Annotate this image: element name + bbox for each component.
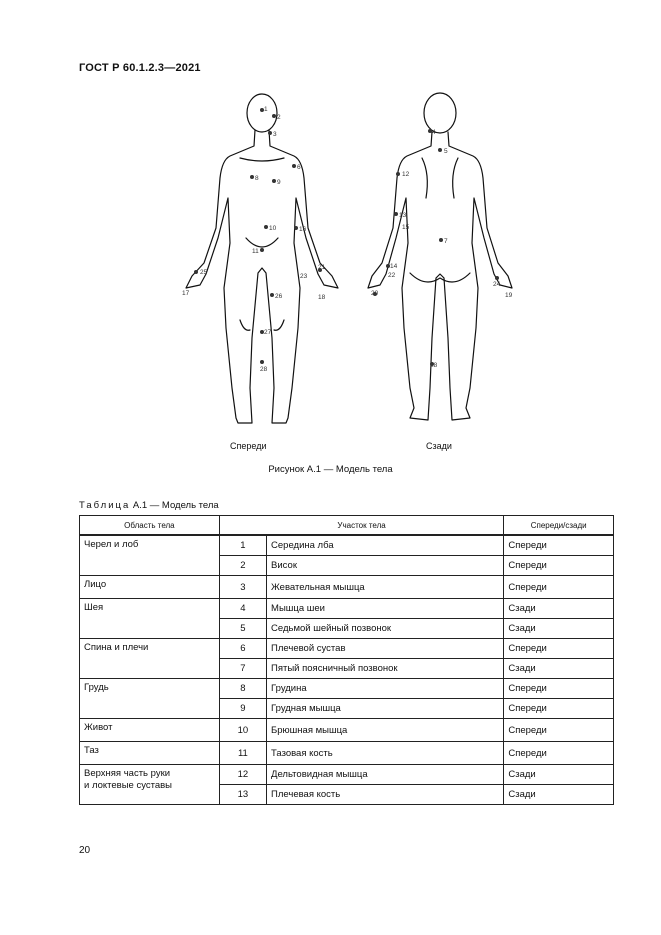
svg-text:20: 20 (371, 290, 379, 297)
svg-text:13: 13 (399, 212, 407, 219)
document-header: ГОСТ Р 60.1.2.3—2021 (79, 62, 201, 74)
cell-side: Спереди (504, 639, 614, 659)
front-view-label: Спереди (230, 441, 267, 451)
svg-text:25: 25 (200, 269, 208, 276)
table-row (80, 639, 614, 659)
cell-num: 9 (219, 699, 266, 719)
cell-num: 3 (219, 576, 266, 599)
svg-text:28: 28 (430, 362, 438, 369)
header-region: Область тела (80, 516, 220, 536)
cell-side: Спереди (504, 719, 614, 742)
table-row (80, 765, 614, 785)
body-model-table (79, 515, 614, 805)
table-row (80, 599, 614, 619)
cell-side: Спереди (504, 742, 614, 765)
point-3 (268, 131, 272, 135)
table-header-row (80, 516, 614, 536)
header-side: Спереди/сзади (504, 516, 614, 536)
point-2 (272, 114, 276, 118)
cell-side: Спереди (504, 535, 614, 556)
cell-side: Спереди (504, 699, 614, 719)
cell-site: Середина лба (267, 535, 504, 556)
cell-site: Мышца шеи (267, 599, 504, 619)
cell-side: Сзади (504, 765, 614, 785)
cell-side: Спереди (504, 576, 614, 599)
svg-text:18: 18 (318, 294, 326, 301)
cell-num: 7 (219, 659, 266, 679)
point-5 (438, 148, 442, 152)
point-26 (270, 293, 274, 297)
svg-text:16: 16 (299, 226, 307, 233)
cell-side: Сзади (504, 659, 614, 679)
cell-region: Живот (80, 719, 220, 742)
cell-side: Сзади (504, 785, 614, 805)
cell-side: Спереди (504, 679, 614, 699)
cell-site: Плечевой сустав (267, 639, 504, 659)
svg-text:9: 9 (277, 179, 281, 186)
svg-text:7: 7 (444, 238, 448, 245)
cell-side: Спереди (504, 556, 614, 576)
svg-text:4: 4 (432, 129, 436, 136)
table-title-rest: А.1 — Модель тела (132, 500, 219, 511)
table-row (80, 576, 614, 599)
svg-text:14: 14 (390, 263, 398, 270)
svg-text:1: 1 (264, 106, 268, 113)
back-view-label: Сзади (426, 441, 452, 451)
svg-text:2: 2 (277, 114, 281, 121)
cell-site: Грудина (267, 679, 504, 699)
cell-num: 10 (219, 719, 266, 742)
point-12 (396, 172, 400, 176)
page-number: 20 (79, 845, 91, 856)
cell-num: 11 (219, 742, 266, 765)
cell-num: 1 (219, 535, 266, 556)
point-labels (182, 106, 513, 373)
table-row (80, 535, 614, 556)
point-28 (260, 360, 264, 364)
cell-region: Лицо (80, 576, 220, 599)
cell-site: Жевательная мышца (267, 576, 504, 599)
cell-site: Тазовая кость (267, 742, 504, 765)
cell-site: Висок (267, 556, 504, 576)
point-7 (439, 238, 443, 242)
cell-side: Сзади (504, 599, 614, 619)
cell-num: 12 (219, 765, 266, 785)
svg-text:5: 5 (444, 148, 448, 155)
svg-text:21: 21 (318, 264, 326, 271)
svg-text:17: 17 (182, 290, 190, 297)
cell-num: 13 (219, 785, 266, 805)
svg-text:10: 10 (269, 225, 277, 232)
cell-site: Пятый поясничный позвонок (267, 659, 504, 679)
cell-site: Дельтовидная мышца (267, 765, 504, 785)
cell-region: Грудь (80, 679, 220, 719)
cell-num: 2 (219, 556, 266, 576)
svg-text:27: 27 (264, 329, 272, 336)
point-13 (394, 212, 398, 216)
svg-text:3: 3 (273, 131, 277, 138)
table-title (79, 500, 219, 511)
point-10 (264, 225, 268, 229)
point-24 (495, 276, 499, 280)
measurement-points (194, 108, 499, 366)
cell-num: 5 (219, 619, 266, 639)
cell-region: Таз (80, 742, 220, 765)
table-row (80, 742, 614, 765)
svg-text:8: 8 (255, 175, 259, 182)
cell-region: Шея (80, 599, 220, 639)
cell-num: 6 (219, 639, 266, 659)
point-9 (272, 179, 276, 183)
point-6 (292, 164, 296, 168)
cell-site: Плечевая кость (267, 785, 504, 805)
point-8 (250, 175, 254, 179)
cell-region: Спина и плечи (80, 639, 220, 679)
body-diagram (160, 88, 540, 460)
svg-text:6: 6 (297, 164, 301, 171)
cell-site: Брюшная мышца (267, 719, 504, 742)
figure-caption: Рисунок А.1 — Модель тела (268, 464, 393, 475)
header-site: Участок тела (219, 516, 504, 536)
cell-site: Грудная мышца (267, 699, 504, 719)
table-row (80, 719, 614, 742)
cell-num: 4 (219, 599, 266, 619)
front-body-outline (186, 94, 338, 423)
body-model-figure (160, 88, 540, 460)
svg-text:12: 12 (402, 171, 410, 178)
cell-region: Черел и лоб (80, 535, 220, 576)
svg-text:22: 22 (388, 272, 396, 279)
point-25 (194, 270, 198, 274)
cell-num: 8 (219, 679, 266, 699)
svg-text:19: 19 (505, 292, 513, 299)
svg-text:24: 24 (493, 281, 501, 288)
table-row (80, 679, 614, 699)
point-11 (260, 248, 264, 252)
svg-text:28: 28 (260, 366, 268, 373)
cell-site: Седьмой шейный позвонок (267, 619, 504, 639)
point-16 (294, 226, 298, 230)
svg-text:15: 15 (402, 224, 410, 231)
svg-text:26: 26 (275, 293, 283, 300)
table-title-prefix: Таблица (79, 500, 131, 511)
cell-region: Верхняя часть руки и локтевые суставы (80, 765, 220, 805)
back-body-outline (368, 93, 512, 420)
cell-side: Сзади (504, 619, 614, 639)
svg-text:11: 11 (252, 248, 259, 255)
svg-text:23: 23 (300, 273, 308, 280)
